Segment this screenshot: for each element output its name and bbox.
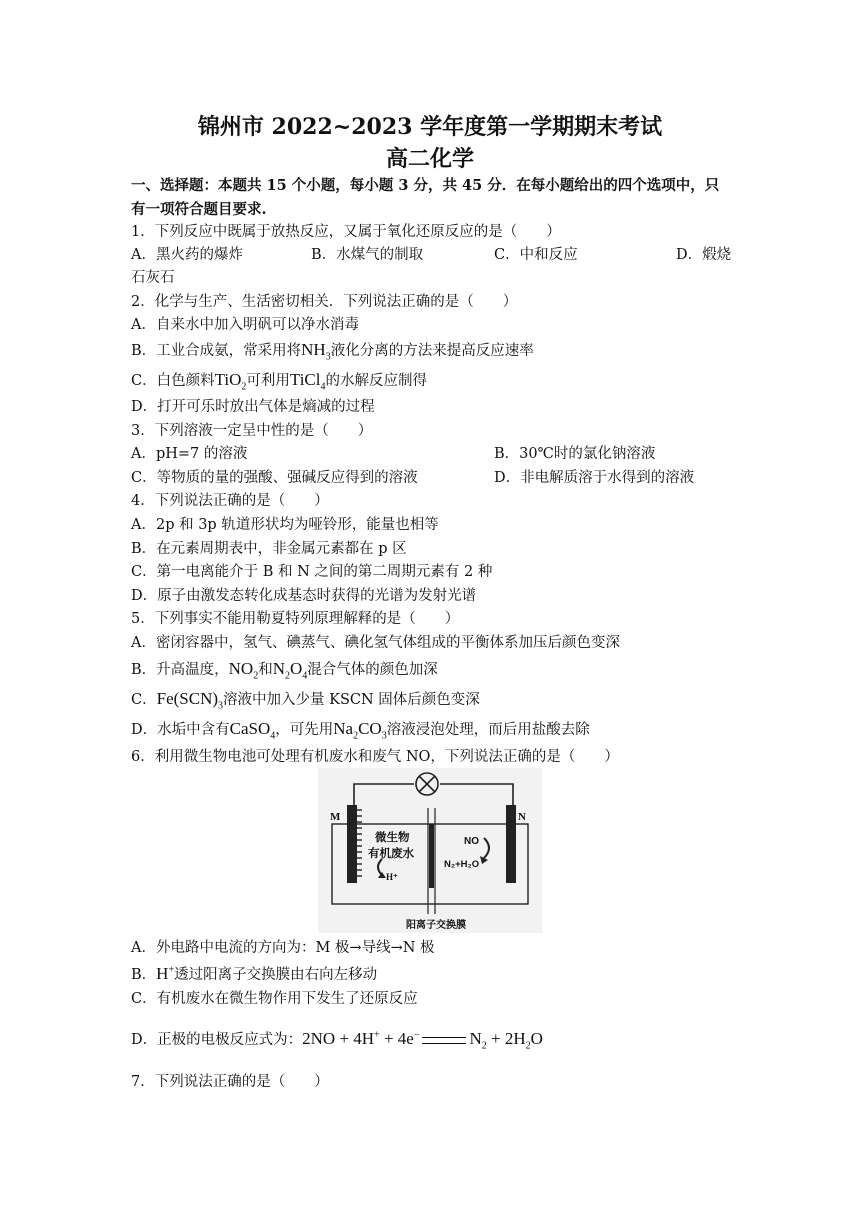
formula-symbol: O: [290, 659, 303, 678]
subscript: 2: [481, 1040, 487, 1052]
label-microbe: 微生物: [375, 830, 410, 844]
formula: [156, 964, 174, 983]
q5-stem: 5．下列事实不能用勒夏特列原理解释的是（ ）: [131, 611, 460, 627]
q5-b-text-2: 和: [258, 662, 273, 678]
formula-symbol: TiCl: [289, 370, 321, 389]
subscript: 3: [218, 700, 224, 712]
label-no: NO: [464, 836, 479, 847]
q1-option-a: A．黑火药的爆炸: [131, 247, 243, 263]
q2-b-text-2: 液化分离的方法来提高反应速率: [330, 343, 534, 359]
q3-option-c: C．等物质的量的强酸、强碱反应得到的溶液: [131, 470, 418, 486]
q6-d-text: D．正极的电极反应式为：: [131, 1032, 303, 1048]
formula-symbol: Fe(SCN): [156, 689, 219, 708]
fuel-cell-svg: [318, 768, 542, 933]
q4-option-a: A．2p 和 3p 轨道形状均为哑铃形，能量也相等: [131, 517, 439, 533]
q7-stem: 7．下列说法正确的是（ ）: [131, 1074, 329, 1090]
no-arrow: [484, 838, 489, 858]
q5-d-text: D．水垢中含有: [131, 722, 230, 738]
wire-right: [440, 784, 513, 805]
formula: [333, 719, 387, 742]
equation-part: O: [530, 1029, 543, 1048]
q5-option-b: [131, 659, 438, 682]
q2-c-text-3: 的水解反应制得: [325, 373, 427, 389]
q2-c-text-2: 可利用: [246, 373, 290, 389]
q2-stem: 2．化学与生产、生活密切相关．下列说法正确的是（ ）: [131, 294, 518, 310]
q6-option-a: A．外电路中电流的方向为：M 极→导线→N 极: [131, 940, 435, 956]
electrode-n: [506, 805, 516, 883]
formula-symbol: TiO: [214, 370, 242, 389]
section-heading-line2: 有一项符合题目要求.: [131, 201, 267, 218]
q1-option-d: D．煅烧: [676, 247, 732, 263]
q4-option-d: D．原子由激发态转化成基态时获得的光谱为发射光谱: [131, 588, 477, 604]
electrode-m: [347, 805, 362, 883]
subscript: 2: [253, 670, 259, 682]
label-h: H⁺: [386, 872, 398, 882]
subscript: 2: [241, 381, 247, 393]
equation-part: N: [469, 1029, 482, 1048]
formula: [229, 719, 276, 742]
q3-option-b: B．30℃时的氯化钠溶液: [494, 446, 656, 462]
q1-option-c: C．中和反应: [494, 247, 578, 263]
q1-option-b: B．水煤气的制取: [311, 247, 424, 263]
q5-d-text-2: ，可先用: [275, 722, 334, 738]
formula-symbol: NO: [228, 659, 254, 678]
q3-stem: 3．下列溶液一定呈中性的是（ ）: [131, 423, 373, 439]
equation-part: + 4e: [379, 1029, 414, 1048]
subscript: 3: [381, 730, 387, 742]
subscript: 3: [325, 351, 331, 363]
label-wastewater: 有机废水: [368, 846, 414, 860]
q2-option-c: [131, 370, 427, 393]
q2-option-d: D．打开可乐时放出气体是熵减的过程: [131, 399, 375, 415]
fuel-cell-diagram: [318, 768, 542, 933]
q2-c-text: C．白色颜料: [131, 373, 215, 389]
label-membrane: 阳离子交换膜: [406, 920, 466, 931]
q6-option-c: C．有机废水在微生物作用下发生了还原反应: [131, 991, 418, 1007]
exam-subtitle: 高二化学: [385, 146, 474, 172]
q6-stem: 6．利用微生物电池可处理有机废水和废气 NO，下列说法正确的是（ ）: [131, 749, 619, 765]
q2-option-b: [131, 340, 534, 363]
superscript: +: [168, 964, 175, 976]
q2-b-text: B．工业合成氨，常采用将: [131, 343, 302, 359]
subscript: 2: [353, 730, 359, 742]
formula-symbol: CO: [358, 719, 382, 738]
q6-option-b: [131, 965, 377, 984]
q5-b-text-3: 混合气体的颜色加深: [307, 662, 438, 678]
formula-symbol: H: [156, 964, 169, 983]
formula-symbol: NH: [301, 340, 326, 359]
formula: [301, 340, 331, 363]
label-m: M: [330, 811, 341, 823]
q5-c-text: C．: [131, 692, 157, 708]
q5-d-text-3: 溶液浸泡处理，而后用盐酸去除: [386, 722, 590, 738]
q6-option-d: [131, 1029, 543, 1052]
subscript: 2: [285, 670, 290, 682]
q4-option-b: B．在元素周期表中，非金属元素都在 p 区: [131, 541, 407, 557]
q5-option-c: [131, 689, 480, 712]
formula: [272, 659, 308, 682]
q5-c-text-2: 溶液中加入少量 KSCN 固体后颜色变深: [223, 692, 480, 708]
q5-option-a: A．密闭容器中，氢气、碘蒸气、碘化氢气体组成的平衡体系加压后颜色变深: [131, 635, 620, 651]
subscript: 2: [525, 1040, 531, 1052]
equation-part: + 2H: [486, 1029, 526, 1048]
formula: [228, 659, 259, 682]
q2-option-a: A．自来水中加入明矾可以净水消毒: [131, 317, 359, 333]
subscript: 4: [270, 730, 276, 742]
q5-b-text: B．升高温度，: [131, 662, 229, 678]
q4-stem: 4．下列说法正确的是（ ）: [131, 493, 329, 509]
q3-option-d: D．非电解质溶于水得到的溶液: [494, 470, 695, 486]
q1-stem: 1．下列反应中既属于放热反应，又属于氧化还原反应的是（ ）: [131, 224, 561, 240]
q3-option-a: A．pH=7 的溶液: [131, 446, 248, 462]
label-products: N₂+H₂O: [444, 859, 480, 870]
formula: [214, 370, 247, 393]
q6-b-text: 透过阳离子交换膜由右向左移动: [174, 967, 378, 983]
q5-option-d: [131, 719, 590, 742]
q6-b-prefix: B．: [131, 967, 157, 983]
equation: [302, 1029, 543, 1052]
q4-option-c: C．第一电离能介于 B 和 N 之间的第二周期元素有 2 种: [131, 564, 493, 580]
lamp-icon: [416, 773, 438, 795]
exam-title: 锦州市 2022~2023 学年度第一学期期末考试: [197, 114, 663, 140]
equation-part: 2NO + 4H: [302, 1029, 375, 1048]
superscript: +: [374, 1029, 380, 1041]
formula-symbol: N: [272, 659, 285, 678]
formula-symbol: Na: [333, 719, 354, 738]
label-n: N: [518, 811, 526, 823]
formula-symbol: CaSO: [229, 719, 271, 738]
q1-option-d-cont: 石灰石: [131, 270, 175, 286]
formula: [156, 689, 224, 712]
subscript: 4: [320, 381, 326, 393]
formula: [289, 370, 326, 393]
wire-left: [354, 784, 414, 805]
equals-sign: [422, 1037, 466, 1044]
h-arrow: [378, 859, 382, 875]
section-heading-line1: 一、选择题：本题共 15 个小题，每小题 3 分，共 45 分．在每小题给出的四个选项中，只: [131, 177, 720, 194]
subscript: 4: [302, 670, 308, 682]
superscript: −: [413, 1029, 420, 1041]
